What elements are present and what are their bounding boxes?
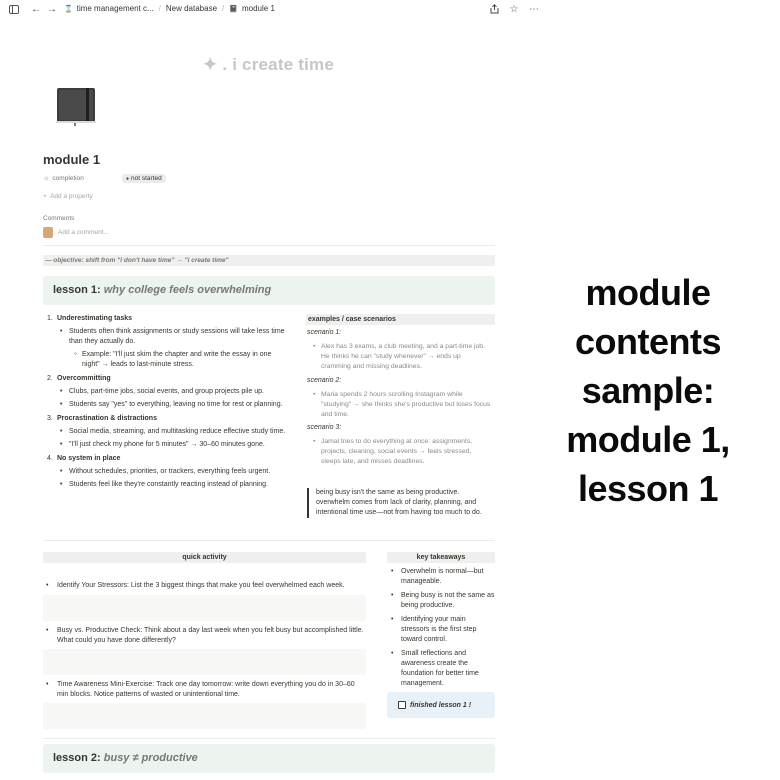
bullet-item: • Without schedules, priorities, or trackers, everything feels urgent.	[47, 467, 289, 477]
scenario-text: • Jamal tries to do everything at once: assignments, projects, cleaning, social events → feels stressed, sleeps late, and misses deadlines.	[311, 437, 491, 467]
divider	[43, 738, 495, 739]
list-item-title: Underestimating tasks	[57, 315, 133, 322]
divider	[43, 245, 495, 246]
share-icon[interactable]	[487, 2, 501, 16]
notebook-icon: 📓	[229, 5, 238, 13]
activity-item: • Identify Your Stressors: List the 3 biggest things that make you feel overwhelmed each week.	[43, 581, 366, 591]
bullet-item: • Students feel like they're constantly reacting instead of planning.	[47, 480, 289, 490]
activity-item: • Time Awareness Mini-Exercise: Track one day tomorrow: write down everything you do in 30–60 min blocks. Notice patterns of wasted or unintentional time.	[43, 680, 366, 700]
finished-lesson-callout	[387, 692, 495, 718]
breadcrumb-item[interactable]: ⌛ time management c...	[64, 4, 154, 13]
quote-block: being busy isn't the same as being productive. overwhelm comes from lack of clarity, planning, and intentional time use—not from having too much to do.	[307, 488, 493, 518]
page-title[interactable]: module 1	[43, 152, 101, 167]
takeaway-item: • Identifying your main stressors is the first step toward control.	[387, 615, 495, 645]
activity-item: • Busy vs. Productive Check: Think about a day last week when you felt busy but accomplished little. What could you have done differently?	[43, 626, 366, 646]
status-dot-icon: ●	[126, 175, 130, 182]
status-badge[interactable]: ● not started	[122, 174, 166, 183]
sub-bullet-item: ◦ Example: "I'll just skim the chapter and write the essay in one night" → leads to last-minute stress.	[47, 350, 289, 370]
forward-arrow-icon[interactable]: →	[47, 3, 57, 15]
more-options-icon[interactable]: ⋯	[529, 3, 539, 15]
quick-activity-heading: quick activity	[43, 552, 366, 563]
reasons-list	[47, 314, 289, 494]
list-number: 3.	[47, 415, 53, 422]
finished-checkbox[interactable]	[398, 701, 406, 709]
lesson-label: lesson 1:	[53, 284, 101, 296]
list-item-title: Overcommitting	[57, 375, 111, 382]
takeaways-list	[387, 567, 495, 693]
takeaway-item: • Overwhelm is normal—but manageable.	[387, 567, 495, 587]
property-label[interactable]: ☼ completion	[43, 175, 84, 182]
key-takeaways-heading: key takeaways	[387, 552, 495, 563]
star-icon[interactable]: ☆	[509, 3, 519, 15]
breadcrumb-item[interactable]: New database	[165, 4, 218, 13]
notebook-icon[interactable]	[53, 86, 99, 126]
finished-label: finished lesson 1 !	[410, 701, 472, 709]
list-item	[47, 314, 289, 370]
lesson-subtitle: busy ≠ productive	[103, 752, 198, 764]
sidebar-toggle-icon[interactable]	[7, 2, 21, 16]
list-item	[47, 374, 289, 410]
scenario-text: • Alex has 3 exams, a club meeting, and a part-time job. He thinks he can "study whenever" → ends up cramming and missing deadlines.	[311, 342, 491, 372]
list-item-title: No system in place	[57, 455, 121, 462]
activity-response-box[interactable]	[43, 595, 366, 621]
breadcrumb-separator: /	[222, 4, 225, 13]
list-number: 2.	[47, 375, 53, 382]
list-number: 4.	[47, 455, 53, 462]
breadcrumb-separator: /	[158, 4, 161, 13]
activity-response-box[interactable]	[43, 649, 366, 675]
lesson-label: lesson 2:	[53, 752, 101, 764]
property-row	[43, 174, 166, 183]
scenario-label: scenario 2:	[307, 377, 342, 384]
examples-heading: examples / case scenarios	[306, 314, 495, 325]
top-bar	[0, 0, 540, 18]
bullet-item: • Students say "yes" to everything, leaving no time for rest or planning.	[47, 400, 289, 410]
comments-heading: Comments	[43, 215, 75, 222]
bullet-item: • Clubs, part-time jobs, social events, and group projects pile up.	[47, 387, 289, 397]
objective-banner: — objective: shift from "i don't have time" → "i create time"	[43, 255, 495, 266]
comment-input[interactable]: Add a comment...	[58, 229, 109, 236]
list-number: 1.	[47, 315, 53, 322]
divider	[43, 540, 495, 541]
list-item-title: Procrastination & distractions	[57, 415, 157, 422]
list-item	[47, 414, 289, 450]
activity-response-box[interactable]	[43, 703, 366, 729]
module-caption: module contents sample: module 1, lesson 1	[566, 272, 730, 509]
scenario-label: scenario 3:	[307, 424, 342, 431]
status-icon: ☼	[43, 175, 50, 182]
bullet-item: • "I'll just check my phone for 5 minutes" → 30–60 minutes gone.	[47, 440, 289, 450]
scenario-label: scenario 1:	[307, 329, 342, 336]
back-arrow-icon[interactable]: ←	[31, 3, 41, 15]
lesson-1-callout	[43, 276, 495, 305]
takeaway-item: • Small reflections and awareness create the foundation for better time management.	[387, 649, 495, 689]
avatar	[43, 227, 53, 238]
comment-input-row[interactable]	[43, 227, 109, 238]
plus-icon: +	[43, 193, 47, 200]
hourglass-icon: ⌛	[64, 5, 73, 13]
add-property-button[interactable]: + Add a property	[43, 193, 93, 200]
scenario-text: • Maria spends 2 hours scrolling Instagram while "studying" → she thinks she's productive but loses focus and time.	[311, 390, 491, 420]
lesson-2-callout	[43, 744, 495, 773]
list-item	[47, 454, 289, 490]
breadcrumb-item[interactable]: 📓 module 1	[229, 4, 275, 13]
bullet-item: • Social media, streaming, and multitasking reduce effective study time.	[47, 427, 289, 437]
bullet-item: • Students often think assignments or study sessions will take less time than they actually do.	[47, 327, 289, 347]
cover-title: ✦ . i create time	[203, 55, 335, 74]
takeaway-item: • Being busy is not the same as being productive.	[387, 591, 495, 611]
lesson-subtitle: why college feels overwhelming	[103, 284, 272, 296]
